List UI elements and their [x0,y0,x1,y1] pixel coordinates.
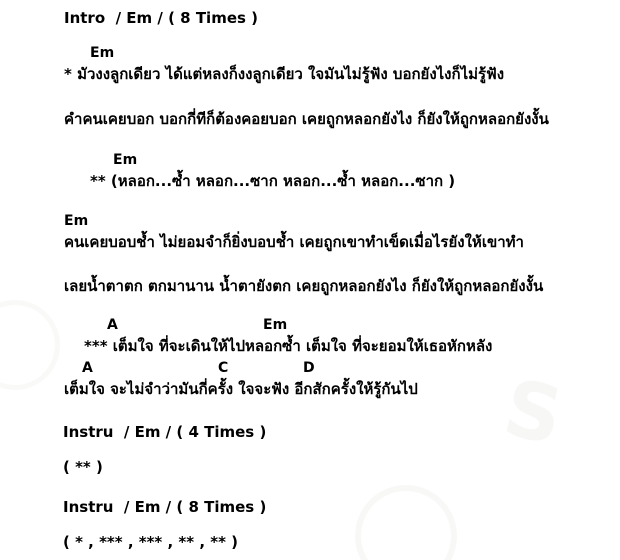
hook-lyric-line: ** (หลอก...ซ้ำ หลอก...ซาก หลอก...ซ้ำ หลอก...ซาก ) [90,172,456,190]
intro-header: Intro / Em / ( 8 Times ) [64,9,258,27]
verse1-lyric-line2: คำคนเคยบอก บอกกี่ทีก็ต้องคอยบอก เคยถูกหลอกยังไง ก็ยังให้ถูกหลอกยังงั้น [64,110,549,128]
chorus-lyric-line1: *** เต็มใจ ที่จะเดินให้ไปหลอกซ้ำ เต็มใจ ที่จะยอมให้เธอหักหลัง [84,337,493,355]
repeat1-marker: ( ** ) [63,458,103,476]
chorus-chord-c: C [218,360,229,376]
verse2-chord-em: Em [64,213,89,229]
repeat2-marker: ( * , *** , *** , ** , ** ) [63,533,239,551]
watermark-circle [355,485,457,560]
chorus-chord-a1: A [107,317,118,333]
watermark-arc [0,300,60,390]
verse1-chord-em: Em [90,45,115,61]
instru1-header: Instru / Em / ( 4 Times ) [63,423,267,441]
verse2-lyric-line1: คนเคยบอบช้ำ ไม่ยอมจำก็ยิ่งบอบช้ำ เคยถูกเขาทำเข็ดเมื่อไรยังให้เขาทำ [64,233,524,251]
instru2-header: Instru / Em / ( 8 Times ) [63,498,267,516]
verse2-lyric-line2: เลยน้ำตาตก ตกมานาน น้ำตายังตก เคยถูกหลอกยังไง ก็ยังให้ถูกหลอกยังงั้น [64,277,544,295]
hook-chord-em: Em [113,152,138,168]
verse1-lyric-line1: * มัวงงลูกเดียว ได้แต่หลงก็งงลูกเดียว ใจมันไม่รู้ฟัง บอกยังไงก็ไม่รู้ฟัง [64,65,505,83]
chorus-chord-row-2 [0,360,620,376]
chorus-chord-row-1 [0,317,620,333]
chorus-chord-em: Em [263,317,288,333]
chorus-chord-a2: A [82,360,93,376]
chorus-chord-d: D [303,360,315,376]
watermark-letter: S [496,363,570,463]
chorus-lyric-line2: เต็มใจ จะไม่จำว่ามันกี่ครั้ง ใจจะฟัง อีกสักครั้งให้รู้กันไป [64,380,418,398]
